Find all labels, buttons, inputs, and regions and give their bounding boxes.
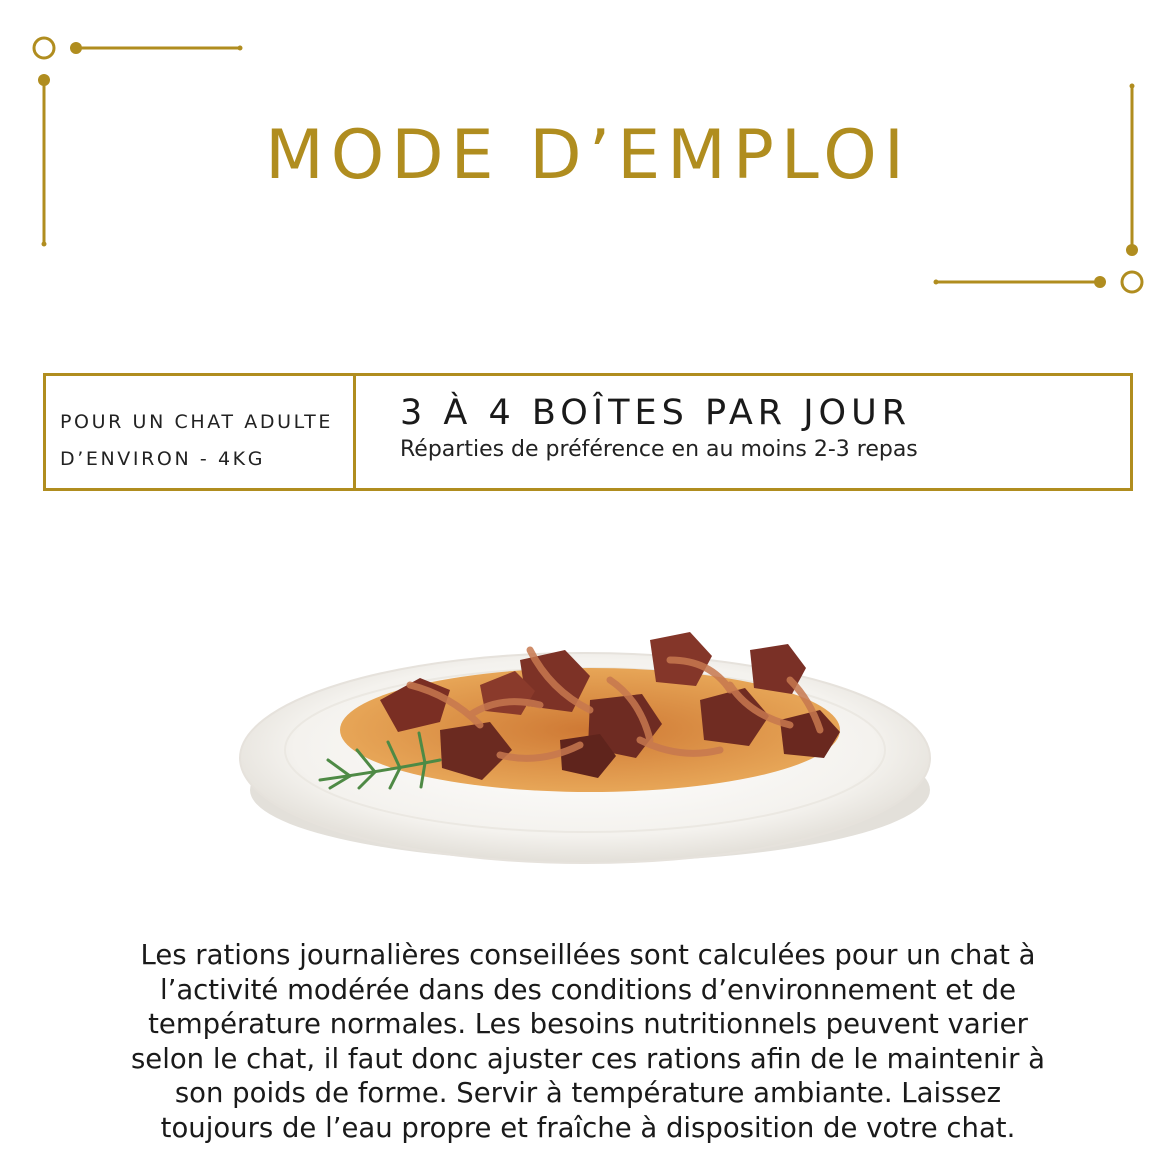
feeding-instructions-text: Les rations journalières conseillées sont calculées pour un chat à l’activité modérée dans des conditions d’environnement et de température normales. Les besoins nutritionnels peuvent varier selon le chat, il faut donc ajuster ces rations afin de le maintenir à son poids de forme. Servir à température ambiante. Laissez toujours de l’eau propre et fraîche à disposition de votre chat. bbox=[130, 939, 1046, 1144]
ornament-ring-icon bbox=[34, 38, 54, 58]
feeding-guide-box bbox=[43, 373, 1133, 491]
cat-profile-line-1: POUR UN CHAT ADULTE bbox=[60, 411, 333, 433]
cat-profile-line-2: D’ENVIRON - 4KG bbox=[60, 448, 266, 470]
daily-dose-detail: Réparties de préférence en au moins 2-3 repas bbox=[400, 436, 918, 462]
daily-dose: 3 À 4 BOÎTES PAR JOUR bbox=[400, 393, 912, 433]
food-plate-image bbox=[230, 590, 950, 870]
page-title: MODE D’EMPLOI bbox=[265, 116, 911, 195]
daily-ration bbox=[356, 376, 1130, 488]
cat-profile bbox=[46, 376, 356, 488]
ornament-ring-icon bbox=[1122, 272, 1142, 292]
